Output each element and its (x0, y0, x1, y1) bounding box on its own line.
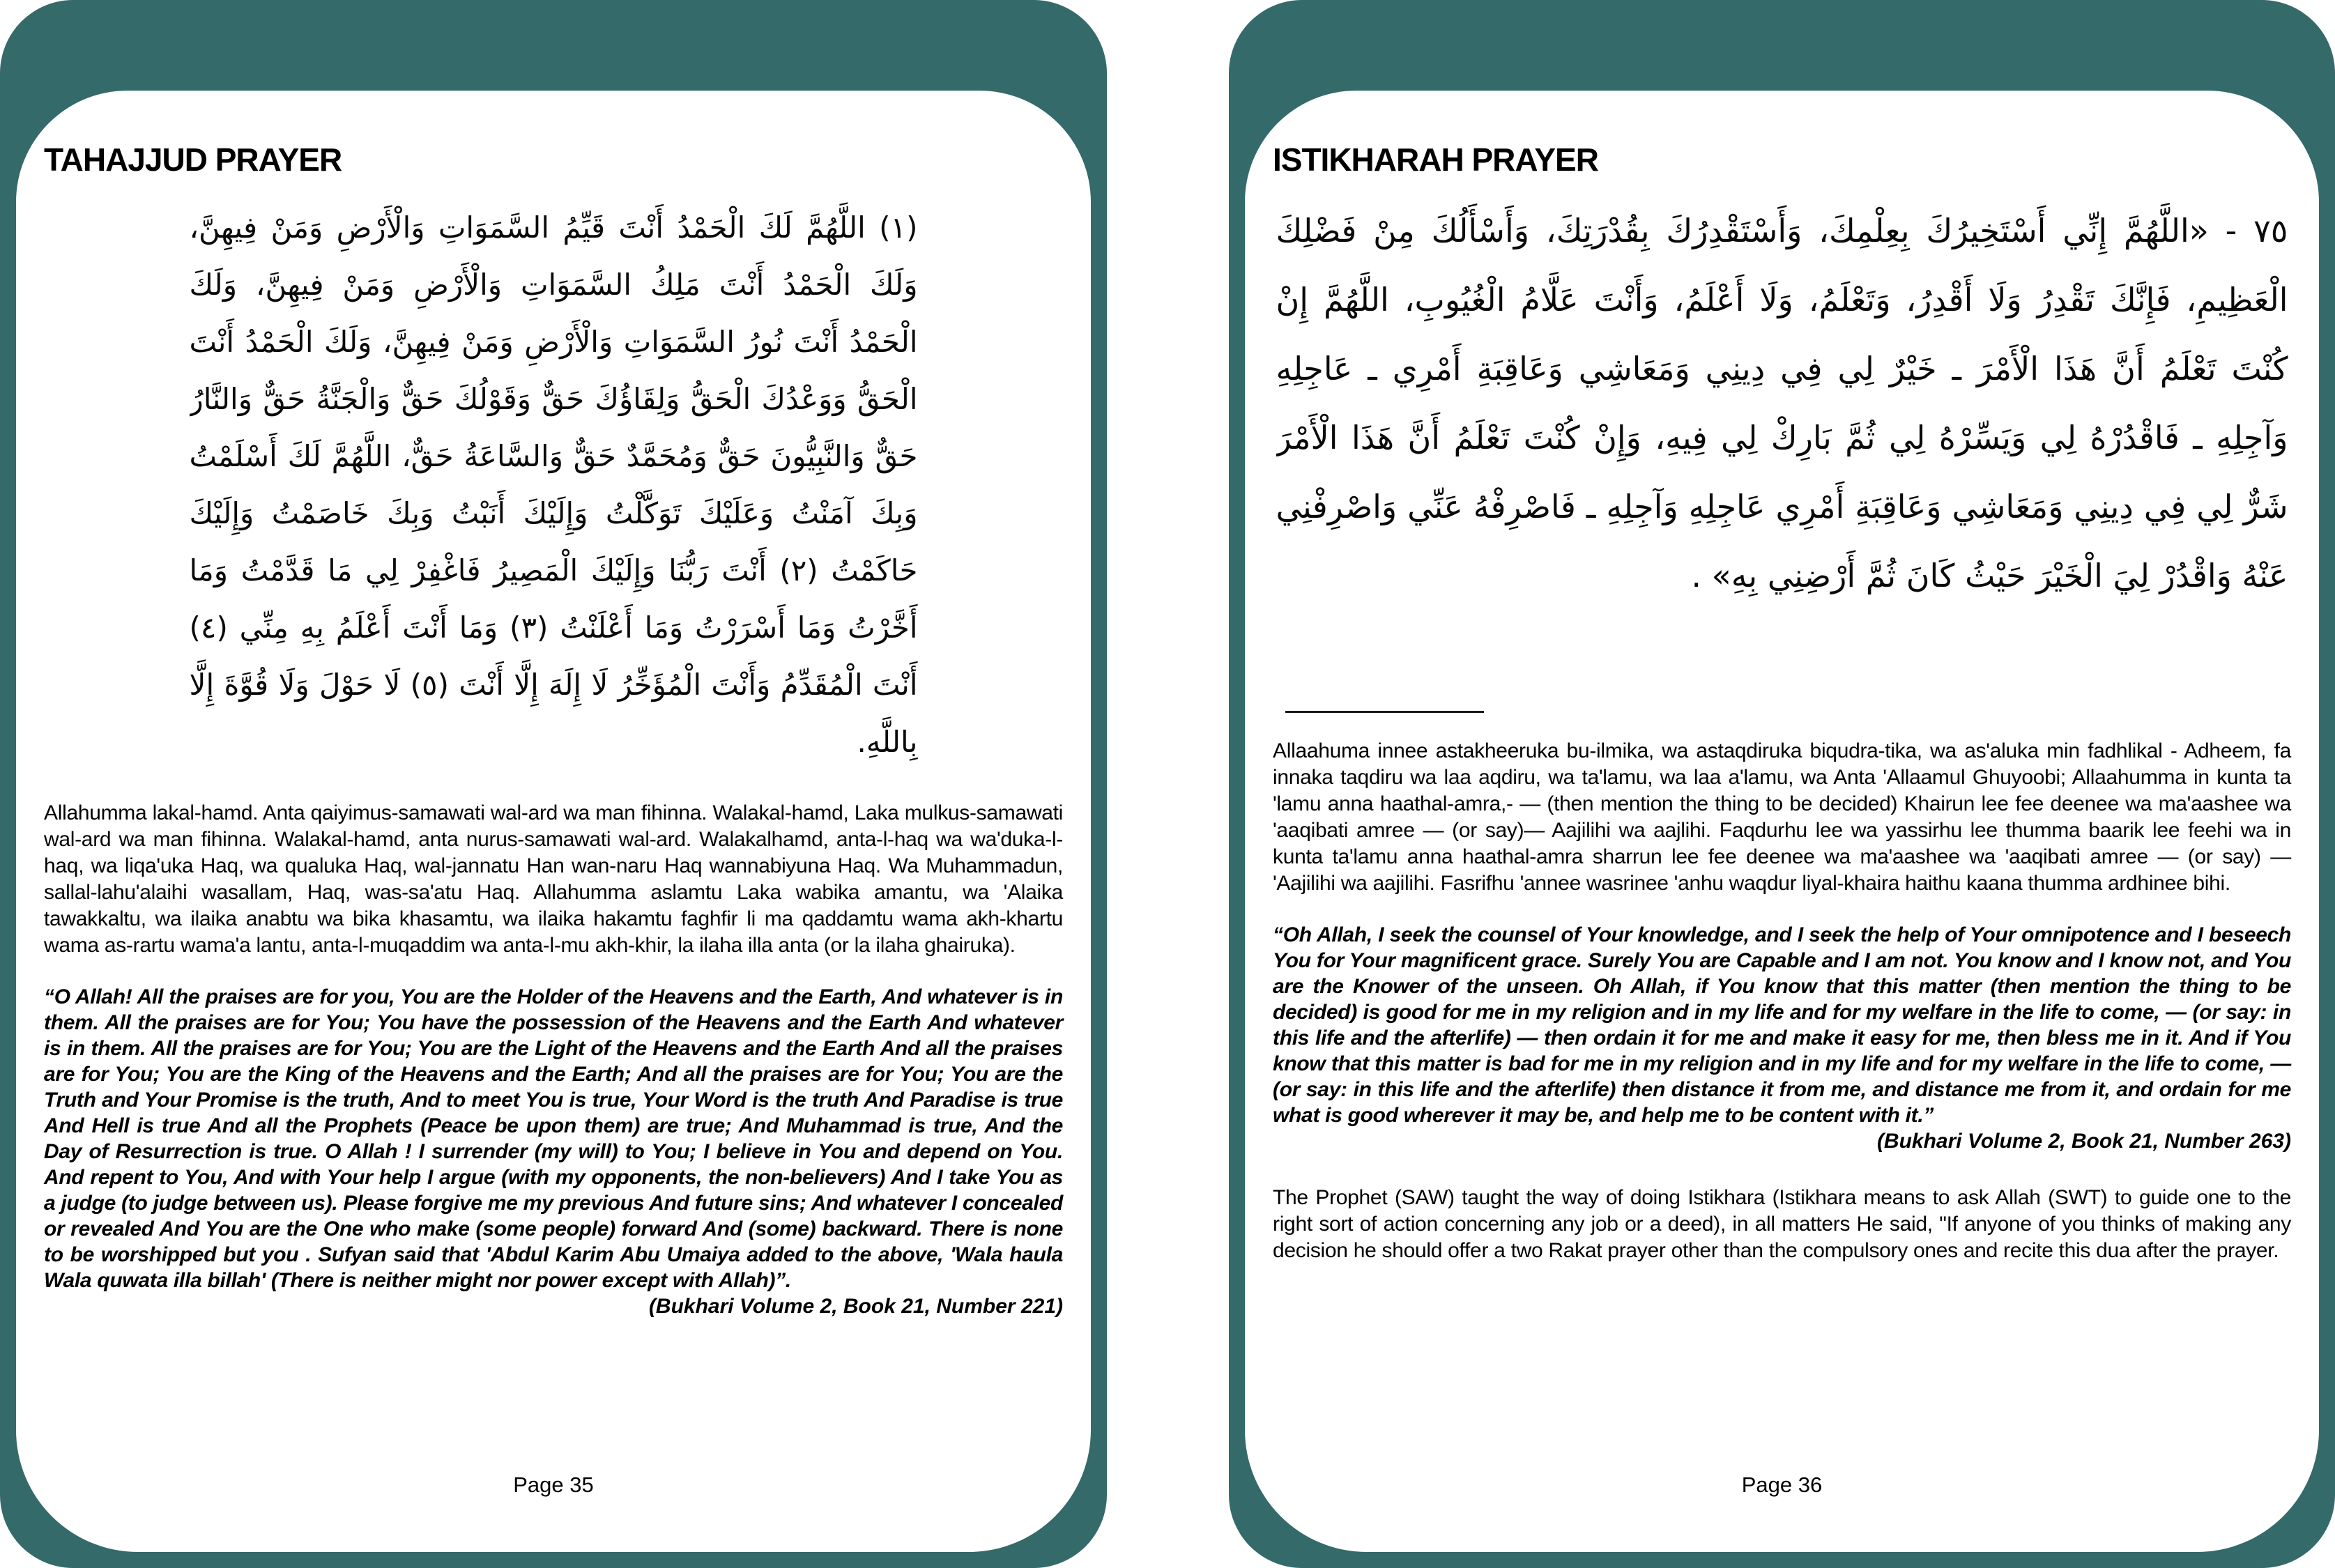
istikharah-transliteration: Allaahuma innee astakheeruka bu-ilmika, wa astaqdiruka biqudra-tika, wa as'aluka min fadhlikal - Adheem, fa innaka taqdiru wa laa aqdiru, wa ta'lamu, wa laa a'lamu, wa Anta 'Allaamul Ghuyoobi; Allaahumma in kunta ta 'lamu anna haathal-amra,- — (then mention the thing to be decided) Khairun lee fee deenee wa ma'aashee wa 'aaqibati amree — (or say)— Aajilihi wa aajlihi. Faqdurhu lee wa yassirhu lee thumma baarik lee feehi wa in kunta ta'lamu anna haathal-amra sharrun lee fee deenee wa ma'aashee wa 'aaqibati amree — (or say) — 'Aajilihi wa aajilihi. Fasrifhu 'annee wasrinee 'anhu waqdur liyal-khaira haithu kaana thumma ardhinee bihi. (1273, 739, 2291, 895)
right-page-sheet (1245, 91, 2319, 1552)
right-page-number: Page 36 (1741, 1473, 1823, 1497)
left-page-sheet (16, 91, 1091, 1552)
istikharah-note: The Prophet (SAW) taught the way of doing Istikhara (Istikhara means to ask Allah (SWT) to guide one to the right sort of action concerning any job or a deed), in all matters He said, "If anyone of you thinks of making any decision he should offer a two Rakat prayer other than the compulsory ones and recite this dua after the prayer. (1273, 1186, 2291, 1262)
left-page-frame (0, 0, 1107, 1568)
left-page-title: TAHAJJUD PRAYER (44, 141, 342, 178)
tahajjud-translation: “O Allah! All the praises are for you, You are the Holder of the Heavens and the Earth, And whatever is in them. All the praises are for You; You have the possession of the Heavens and the Earth And whatever is in them. All the praises are for You; You are the Light of the Heavens and the Earth And all the praises are for You; You are the King of the Heavens and the Earth; And all the praises are for You; You are the Truth and Your Promise is the truth, And to meet You is true, Your Word is the truth And Paradise is true And Hell is true And all the Prophets (Peace be upon them) are true; And Muhammad is true, And the Day of Resurrection is true. O Allah ! I surrender (my will) to You; I believe in You and depend on You. And repent to You, And with Your help I argue (with my opponents, the non-believers) And I take You as a judge (to judge between us). Please forgive me my previous And future sins; And whatever I concealed or revealed And You are the One who make (some people) forward And (some) backward. There is none to be worshipped but you . Sufyan said that 'Abdul Karim Abu Umaiya added to the above, 'Wala haula Wala quwata illa billah' (There is neither might nor power except with Allah)”. (44, 985, 1063, 1292)
istikharah-translation: “Oh Allah, I seek the counsel of Your knowledge, and I seek the help of Your omnipotence and I beseech You for Your magnificent grace. Surely You are Capable and I am not. You know and I know not, and You are the Knower of the unseen. Oh Allah, if You know that this matter (then mention the thing to be decided) is good for me in my religion and in my life and for my welfare in the life to come, — (or say: in this life and the afterlife) — then ordain it for me and make it easy for me, then bless me in it. And if You know that this matter is bad for me in my religion and in my life and for my welfare in the life to come, — (or say: in this life and the afterlife) then distance it from me, and distance me from it, and ordain for me what is good wherever it may be, and help me to be content with it.” (1273, 923, 2291, 1127)
tahajjud-arabic-calligraphy: (١) اللَّهُمَّ لَكَ الْحَمْدُ أَنْتَ قَيِّمُ السَّمَوَاتِ وَالْأَرْضِ وَمَنْ فِيهِنَّ، وَلَكَ الْحَمْدُ أَنْتَ مَلِكُ السَّمَوَاتِ وَالْأَرْضِ وَمَنْ فِيهِنَّ، وَلَكَ الْحَمْدُ أَنْتَ نُورُ السَّمَوَاتِ وَالْأَرْضِ وَمَنْ فِيهِنَّ، وَلَكَ الْحَمْدُ أَنْتَ الْحَقُّ وَوَعْدُكَ الْحَقُّ وَلِقَاؤُكَ حَقٌّ وَقَوْلُكَ حَقٌّ وَالْجَنَّةُ حَقٌّ وَالنَّارُ حَقٌّ وَالنَّبِيُّونَ حَقٌّ وَمُحَمَّدٌ حَقٌّ وَالسَّاعَةُ حَقٌّ، اللَّهُمَّ لَكَ أَسْلَمْتُ وَبِكَ آمَنْتُ وَعَلَيْكَ تَوَكَّلْتُ وَإِلَيْكَ أَنَبْتُ وَبِكَ خَاصَمْتُ وَإِلَيْكَ حَاكَمْتُ (٢) أَنْتَ رَبُّنَا وَإِلَيْكَ الْمَصِيرُ فَاغْفِرْ لِي مَا قَدَّمْتُ وَمَا أَخَّرْتُ وَمَا أَسْرَرْتُ وَمَا أَعْلَنْتُ (٣) وَمَا أَنْتَ أَعْلَمُ بِهِ مِنِّي (٤) أَنْتَ الْمُقَدِّمُ وَأَنْتَ الْمُؤَخِّرُ لَا إِلَهَ إِلَّا أَنْتَ (٥) لَا حَوْلَ وَلَا قُوَّةَ إِلَّا بِاللَّهِ. (189, 210, 918, 759)
left-page-number: Page 35 (513, 1473, 594, 1497)
istikharah-arabic-text: ٧٥ - «اللَّهُمَّ إِنِّي أَسْتَخِيرُكَ بِعِلْمِكَ، وَأَسْتَقْدِرُكَ بِقُدْرَتِكَ، وَأَسْأَلُكَ مِنْ فَضْلِكَ الْعَظِيمِ، فَإِنَّكَ تَقْدِرُ وَلَا أَقْدِرُ، وَتَعْلَمُ، وَلَا أَعْلَمُ، وَأَنْتَ عَلَّامُ الْغُيُوبِ، اللَّهُمَّ إِنْ كُنْتَ تَعْلَمُ أَنَّ هَذَا الْأَمْرَ ـ خَيْرٌ لِي فِي دِينِي وَمَعَاشِي وَعَاقِبَةِ أَمْرِي ـ عَاجِلِهِ وَآجِلِهِ ـ فَاقْدُرْهُ لِي وَيَسِّرْهُ لِي ثُمَّ بَارِكْ لِي فِيهِ، وَإِنْ كُنْتَ تَعْلَمُ أَنَّ هَذَا الْأَمْرَ شَرٌّ لِي فِي دِينِي وَمَعَاشِي وَعَاقِبَةِ أَمْرِي عَاجِلِهِ وَآجِلِهِ ـ فَاصْرِفْهُ عَنِّي وَاصْرِفْنِي عَنْهُ وَاقْدُرْ لِيَ الْخَيْرَ حَيْثُ كَانَ ثُمَّ أَرْضِنِي بِهِ» . (1276, 212, 2288, 594)
right-page-frame (1229, 0, 2335, 1568)
right-page-title: ISTIKHARAH PRAYER (1273, 141, 1598, 178)
footnote-separator-line (1285, 711, 1484, 713)
tahajjud-citation: (Bukhari Volume 2, Book 21, Number 221) (648, 1295, 1063, 1318)
istikharah-citation: (Bukhari Volume 2, Book 21, Number 263) (1876, 1130, 2291, 1153)
tahajjud-transliteration: Allahumma lakal-hamd. Anta qaiyimus-samawati wal-ard wa man fihinna. Walakal-hamd, Laka mulkus-samawati wal-ard wa man fihinna. Walakal-hamd, anta nurus-samawati wal-ard. Walakalhamd, anta-l-haq wa wa'duka-l-haq, wa liqa'uka Haq, wa qualuka Haq, wal-jannatu Han wan-naru Haq wannabiyuna Haq. Wa Muhammadun, sallal-lahu'alaihi wasallam, Haq, was-sa'atu Haq. Allahumma aslamtu Laka wabika amantu, wa 'Alaika tawakkaltu, wa ilaika anabtu wa bika khasamtu, wa ilaika hakamtu faghfir li ma qaddamtu wama akh-khartu wama as-rartu wama'a lantu, anta-l-muqaddim wa anta-l-mu akh-khir, la ilaha illa anta (or la ilaha ghairuka). (44, 801, 1063, 957)
